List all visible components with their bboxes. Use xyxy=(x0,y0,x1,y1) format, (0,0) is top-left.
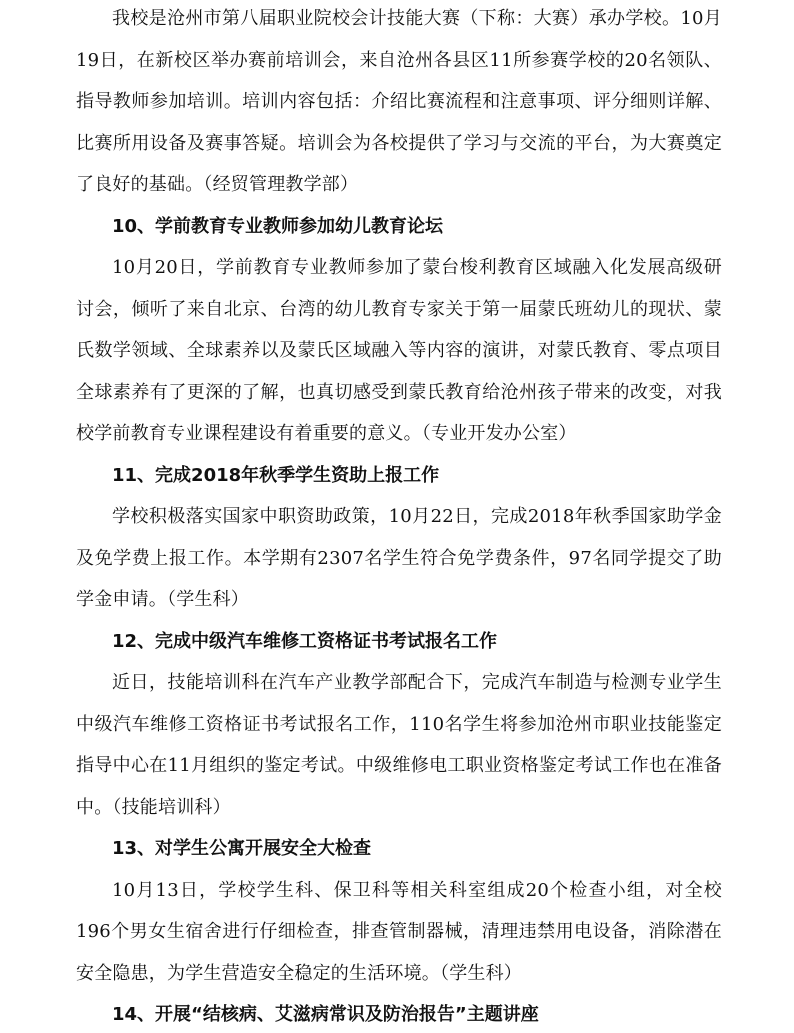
section-heading-12: 12、完成中级汽车维修工资格证书考试报名工作 xyxy=(112,630,498,652)
section-heading-13: 13、对学生公寓开展安全大检查 xyxy=(112,838,372,859)
section-heading-11: 11、完成2018年秋季学生资助上报工作 xyxy=(112,464,440,486)
document-content xyxy=(76,0,722,1033)
section-heading-14: 14、开展“结核病、艾滋病常识及防治报告”主题讲座 xyxy=(112,1004,539,1025)
section-body-11: 学校积极落实国家中职资助政策，10月22日，完成2018年秋季国家助学金及免学费上报工作。本学期有2307名学生符合免学费条件，97名同学提交了助学金申请。（学生科） xyxy=(76,506,722,610)
section-heading-10: 10、学前教育专业教师参加幼儿教育论坛 xyxy=(112,215,444,237)
section-body-12: 近日，技能培训科在汽车产业教学部配合下，完成汽车制造与检测专业学生中级汽车维修工资格证书考试报名工作，110名学生将参加沧州市职业技能鉴定指导中心在11月组织的鉴定考试。中级维修电工职业资格鉴定考试工作也在准备中。（技能培训科） xyxy=(76,672,722,818)
section-body-13: 10月13日，学校学生科、保卫科等相关科室组成20个检查小组，对全校196个男女生宿舍进行仔细检查，排查管制器械，清理违禁用电设备，消除潜在安全隐患，为学生营造安全稳定的生活环境。（学生科） xyxy=(76,879,722,984)
intro-paragraph: 我校是沧州市第八届职业院校会计技能大赛（下称：大赛）承办学校。10月19日，在新校区举办赛前培训会，来自沧州各县区11所参赛学校的20名领队、指导教师参加培训。培训内容包括：介绍比赛流程和注意事项、评分细则详解、比赛所用设备及赛事答疑。培训会为各校提供了学习与交流的平台，为大赛奠定了良好的基础。（经贸管理教学部） xyxy=(76,8,722,195)
section-body-10: 10月20日，学前教育专业教师参加了蒙台梭利教育区域融入化发展高级研讨会，倾听了来自北京、台湾的幼儿教育专家关于第一届蒙氏班幼儿的现状、蒙氏数学领域、全球素养以及蒙氏区域融入等内容的演讲，对蒙氏教育、零点项目全球素养有了更深的了解，也真切感受到蒙氏教育给沧州孩子带来的改变，对我校学前教育专业课程建设有着重要的意义。（专业开发办公室） xyxy=(76,257,722,444)
